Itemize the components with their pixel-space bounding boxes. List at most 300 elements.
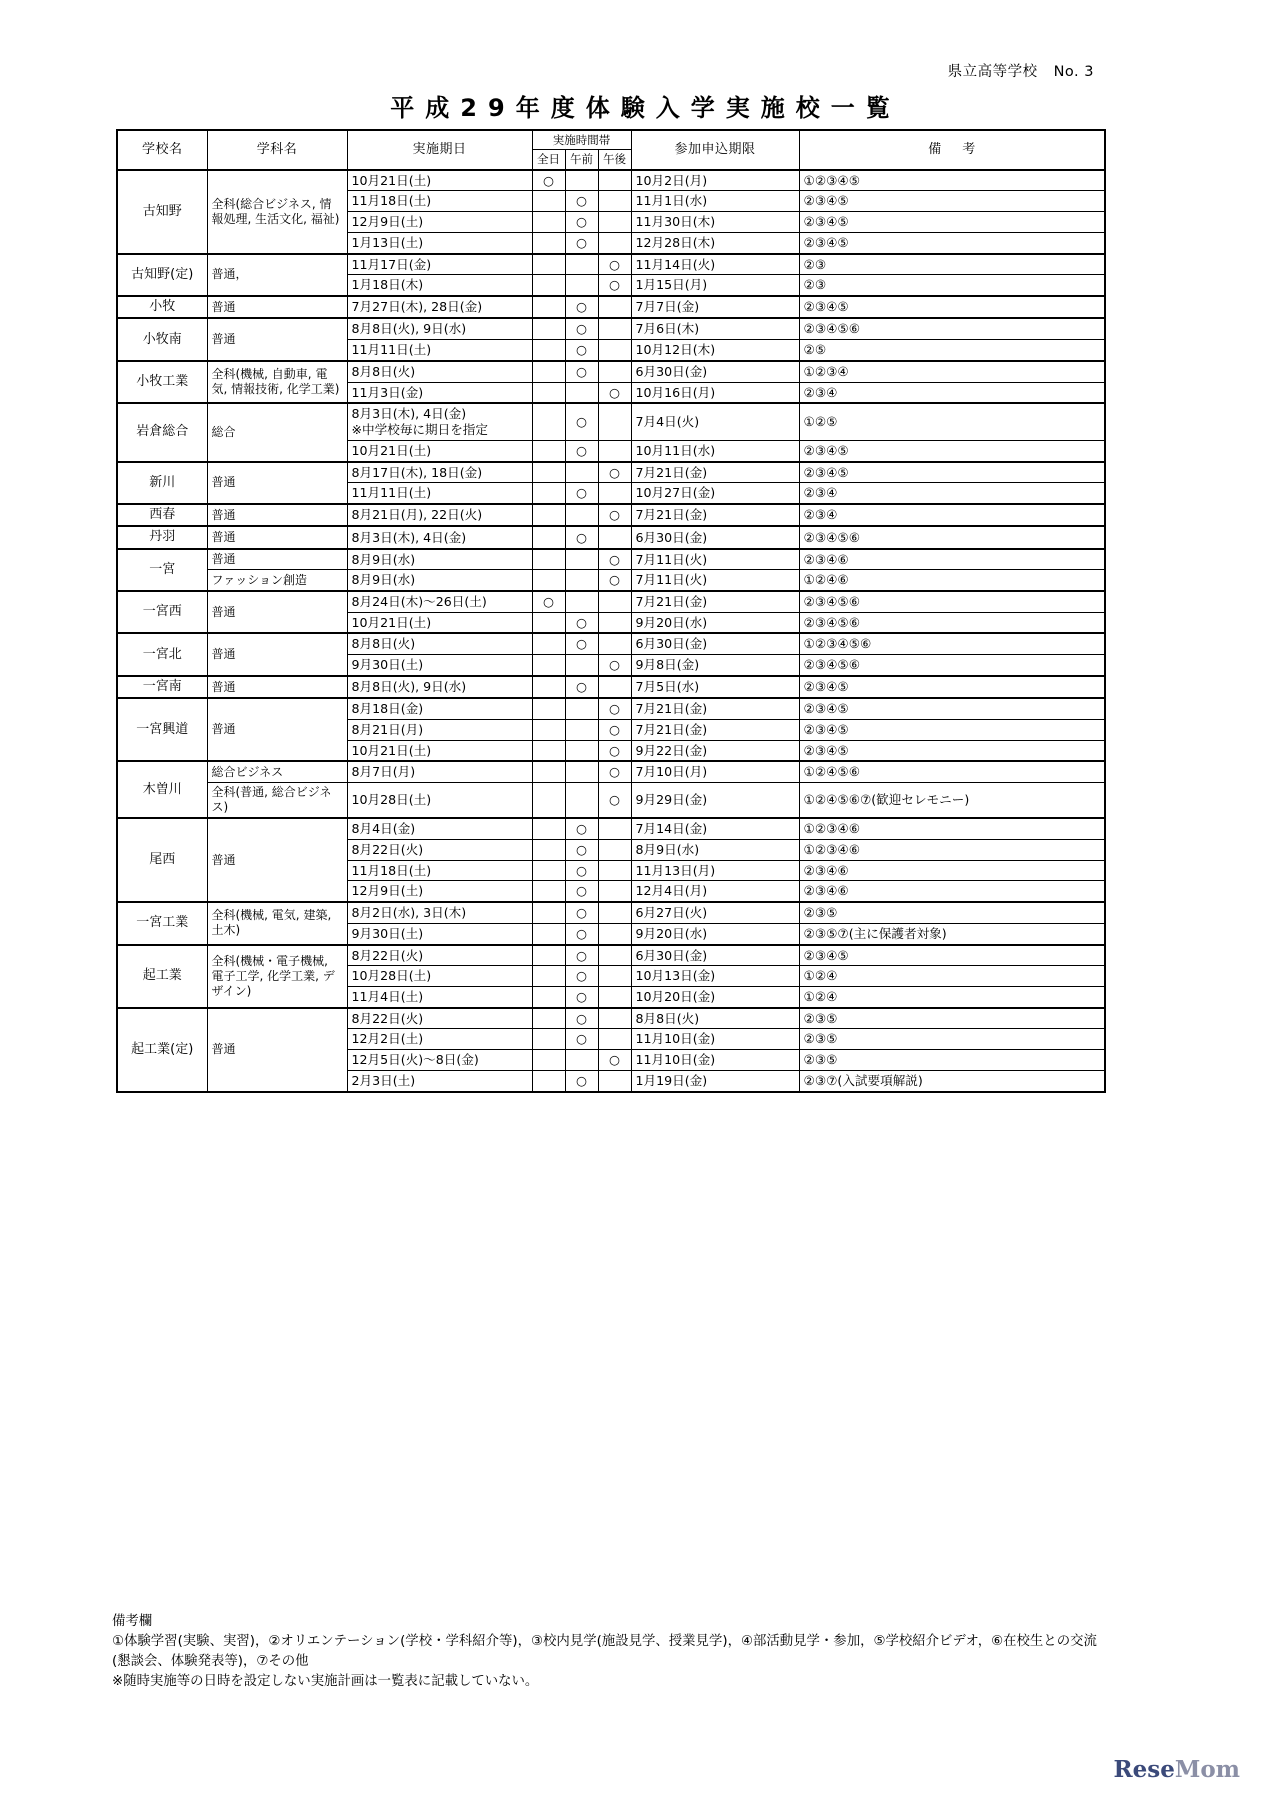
cell-morning-mark (565, 591, 598, 612)
cell-deadline: 11月14日(火) (631, 254, 799, 275)
cell-deadline: 7月21日(金) (631, 591, 799, 612)
cell-allday-mark (532, 212, 565, 233)
cell-school: 古知野(定) (117, 254, 207, 296)
watermark-prefix: Rese (1113, 1756, 1175, 1783)
cell-afternoon-mark (598, 361, 631, 382)
dates-text: 12月9日(土) (351, 883, 424, 899)
cell-dates (347, 1070, 532, 1091)
column-header-morning: 午前 (565, 150, 598, 170)
cell-dates (347, 526, 532, 548)
cell-afternoon-mark (598, 839, 631, 860)
cell-dates (347, 1029, 532, 1050)
cell-deadline: 12月28日(木) (631, 232, 799, 253)
cell-allday-mark: ○ (532, 591, 565, 612)
cell-remarks: ②③④⑤ (799, 212, 1105, 233)
cell-deadline: 10月27日(金) (631, 483, 799, 504)
cell-remarks: ②③④⑥ (799, 549, 1105, 570)
dates-note: ※中学校毎に期日を指定 (351, 422, 488, 438)
table-row (117, 170, 1105, 191)
cell-deadline: 6月30日(金) (631, 526, 799, 548)
dates-text: 8月8日(火), 9日(水) (351, 321, 467, 337)
cell-remarks: ①②④ (799, 986, 1105, 1007)
cell-deadline: 11月10日(金) (631, 1050, 799, 1071)
cell-allday-mark (532, 633, 565, 654)
cell-allday-mark (532, 839, 565, 860)
cell-deadline: 6月30日(金) (631, 945, 799, 966)
cell-remarks: ②③④⑤ (799, 296, 1105, 318)
cell-dates (347, 191, 532, 212)
cell-deadline: 7月7日(金) (631, 296, 799, 318)
column-header-afternoon: 午後 (598, 150, 631, 170)
document-category: 県立高等学校 (947, 64, 1038, 80)
dates-text: 12月9日(土) (351, 214, 424, 230)
cell-morning-mark (565, 740, 598, 761)
cell-remarks: ②③④⑤ (799, 462, 1105, 483)
dates-text: 7月27日(木), 28日(金) (351, 299, 483, 315)
legend-note: ※随時実施等の日時を設定しない実施計画は一覧表に記載していない。 (112, 1674, 539, 1690)
cell-school: 小牧南 (117, 318, 207, 360)
cell-dates (347, 549, 532, 570)
dates-text: 11月11日(土) (351, 342, 432, 358)
cell-allday-mark: ○ (532, 170, 565, 191)
column-header-timeband: 実施時間帯 (532, 130, 631, 150)
cell-morning-mark (565, 655, 598, 676)
cell-remarks: ②③④⑤⑥ (799, 591, 1105, 612)
cell-allday-mark (532, 403, 565, 440)
cell-course: 総合 (207, 403, 347, 461)
cell-school: 木曽川 (117, 761, 207, 818)
resemom-watermark (1114, 1756, 1240, 1783)
cell-deadline: 6月30日(金) (631, 633, 799, 654)
cell-dates (347, 570, 532, 591)
cell-course: ファッション創造 (207, 570, 347, 591)
cell-afternoon-mark (598, 1029, 631, 1050)
cell-allday-mark (532, 549, 565, 570)
cell-morning-mark: ○ (565, 676, 598, 698)
table-row (117, 549, 1105, 570)
cell-allday-mark (532, 818, 565, 839)
cell-remarks: ②③④ (799, 382, 1105, 403)
cell-deadline: 11月1日(水) (631, 191, 799, 212)
cell-deadline: 10月20日(金) (631, 986, 799, 1007)
cell-school: 小牧工業 (117, 361, 207, 403)
cell-afternoon-mark: ○ (598, 254, 631, 275)
cell-afternoon-mark (598, 902, 631, 923)
cell-dates (347, 839, 532, 860)
cell-deadline: 7月21日(金) (631, 719, 799, 740)
cell-dates (347, 902, 532, 923)
cell-morning-mark (565, 761, 598, 782)
cell-deadline: 10月13日(金) (631, 966, 799, 987)
cell-remarks: ②③④⑤ (799, 740, 1105, 761)
dates-text: 8月7日(月) (351, 764, 416, 780)
cell-course: 普通 (207, 504, 347, 526)
dates-text: 8月22日(火) (351, 1010, 424, 1026)
cell-school: 古知野 (117, 170, 207, 254)
table-row (117, 318, 1105, 339)
table-row (117, 902, 1105, 923)
cell-remarks: ②③ (799, 254, 1105, 275)
cell-afternoon-mark (598, 526, 631, 548)
dates-text: 10月21日(土) (351, 614, 432, 630)
cell-remarks: ②③④⑤ (799, 232, 1105, 253)
cell-morning-mark: ○ (565, 440, 598, 461)
cell-allday-mark (532, 986, 565, 1007)
cell-allday-mark (532, 232, 565, 253)
schedule-table-wrapper (116, 129, 1104, 1093)
cell-deadline: 9月22日(金) (631, 740, 799, 761)
cell-morning-mark: ○ (565, 839, 598, 860)
cell-remarks: ②③④⑤ (799, 191, 1105, 212)
cell-afternoon-mark: ○ (598, 740, 631, 761)
cell-deadline: 10月2日(月) (631, 170, 799, 191)
cell-remarks: ②③④⑤ (799, 945, 1105, 966)
cell-course: 普通 (207, 676, 347, 698)
cell-afternoon-mark (598, 881, 631, 902)
cell-dates (347, 1008, 532, 1029)
cell-deadline: 7月4日(火) (631, 403, 799, 440)
cell-remarks: ②③④⑥ (799, 881, 1105, 902)
dates-text: 8月8日(火) (351, 636, 416, 652)
cell-afternoon-mark (598, 923, 631, 944)
cell-course: 普通 (207, 462, 347, 504)
cell-deadline: 8月8日(火) (631, 1008, 799, 1029)
dates-text: 11月18日(土) (351, 193, 432, 209)
cell-allday-mark (532, 1050, 565, 1071)
table-row (117, 633, 1105, 654)
cell-remarks: ②③④⑤ (799, 440, 1105, 461)
dates-text: 8月4日(金) (351, 821, 416, 837)
cell-morning-mark: ○ (565, 860, 598, 881)
cell-allday-mark (532, 740, 565, 761)
cell-remarks: ①②③④⑥ (799, 818, 1105, 839)
cell-morning-mark: ○ (565, 818, 598, 839)
cell-dates (347, 633, 532, 654)
cell-morning-mark: ○ (565, 340, 598, 361)
cell-morning-mark: ○ (565, 318, 598, 339)
cell-allday-mark (532, 462, 565, 483)
cell-deadline: 9月20日(水) (631, 612, 799, 633)
cell-afternoon-mark (598, 633, 631, 654)
cell-dates (347, 676, 532, 698)
table-row (117, 403, 1105, 440)
cell-morning-mark (565, 549, 598, 570)
dates-text: 8月2日(水), 3日(木) (351, 905, 467, 921)
cell-morning-mark (565, 570, 598, 591)
cell-school: 一宮南 (117, 676, 207, 698)
cell-deadline: 6月27日(火) (631, 902, 799, 923)
cell-course: 全科(総合ビジネス, 情報処理, 生活文化, 福祉) (207, 170, 347, 254)
column-header-school: 学校名 (117, 130, 207, 170)
dates-text: 8月8日(火), 9日(水) (351, 679, 467, 695)
cell-allday-mark (532, 526, 565, 548)
cell-dates (347, 440, 532, 461)
table-row (117, 783, 1105, 819)
cell-morning-mark (565, 275, 598, 296)
cell-deadline: 7月11日(火) (631, 549, 799, 570)
cell-morning-mark (565, 254, 598, 275)
cell-dates (347, 860, 532, 881)
cell-dates (347, 483, 532, 504)
column-header-remarks: 備 考 (799, 130, 1105, 170)
cell-deadline: 7月21日(金) (631, 698, 799, 719)
cell-deadline: 7月21日(金) (631, 462, 799, 483)
cell-deadline: 9月20日(水) (631, 923, 799, 944)
column-header-allday: 全日 (532, 150, 565, 170)
cell-morning-mark (565, 462, 598, 483)
cell-remarks: ②③⑤ (799, 1008, 1105, 1029)
dates-text: 8月3日(木), 4日(金) (351, 529, 467, 545)
cell-allday-mark (532, 318, 565, 339)
table-body (117, 170, 1105, 1092)
cell-deadline: 7月5日(水) (631, 676, 799, 698)
cell-dates (347, 232, 532, 253)
cell-allday-mark (532, 570, 565, 591)
cell-afternoon-mark: ○ (598, 719, 631, 740)
cell-course: 普通 (207, 1008, 347, 1092)
cell-afternoon-mark: ○ (598, 783, 631, 819)
cell-dates (347, 504, 532, 526)
cell-course: 普通 (207, 526, 347, 548)
table-row (117, 361, 1105, 382)
cell-remarks: ①②④⑥ (799, 570, 1105, 591)
cell-dates (347, 361, 532, 382)
cell-remarks: ②③④⑤ (799, 698, 1105, 719)
legend-body: ①体験学習(実験、実習)，②オリエンテーション(学校・学科紹介等)，③校内見学(施設見学、授業見学)，④部活動見学・参加，⑤学校紹介ビデオ，⑥在校生との交流(懇談会、体験発表等)，⑦その他 (112, 1634, 1097, 1670)
cell-allday-mark (532, 1008, 565, 1029)
cell-dates (347, 403, 532, 440)
cell-deadline: 11月30日(木) (631, 212, 799, 233)
table-row (117, 676, 1105, 698)
cell-dates (347, 340, 532, 361)
cell-allday-mark (532, 440, 565, 461)
cell-allday-mark (532, 945, 565, 966)
cell-school: 西春 (117, 504, 207, 526)
cell-course: 全科(機械, 電気, 建築, 土木) (207, 902, 347, 944)
cell-remarks: ②③⑦(入試要項解説) (799, 1070, 1105, 1091)
cell-afternoon-mark (598, 403, 631, 440)
cell-deadline: 10月16日(月) (631, 382, 799, 403)
cell-allday-mark (532, 296, 565, 318)
cell-allday-mark (532, 860, 565, 881)
table-row (117, 570, 1105, 591)
cell-remarks: ②③⑤ (799, 1050, 1105, 1071)
cell-dates (347, 740, 532, 761)
cell-course: 全科(普通, 総合ビジネス) (207, 783, 347, 819)
table-row (117, 591, 1105, 612)
legend-title: 備考欄 (112, 1614, 153, 1629)
cell-dates (347, 612, 532, 633)
cell-dates (347, 881, 532, 902)
dates-text: 9月30日(土) (351, 925, 424, 941)
cell-morning-mark: ○ (565, 945, 598, 966)
table-row (117, 945, 1105, 966)
cell-school: 尾西 (117, 818, 207, 902)
cell-dates (347, 318, 532, 339)
cell-dates (347, 923, 532, 944)
cell-deadline: 11月13日(月) (631, 860, 799, 881)
schedule-table (116, 129, 1106, 1093)
cell-allday-mark (532, 902, 565, 923)
cell-allday-mark (532, 719, 565, 740)
cell-afternoon-mark (598, 1008, 631, 1029)
cell-dates (347, 698, 532, 719)
cell-deadline: 9月8日(金) (631, 655, 799, 676)
cell-afternoon-mark (598, 340, 631, 361)
cell-deadline: 7月6日(木) (631, 318, 799, 339)
cell-allday-mark (532, 923, 565, 944)
dates-text: 9月30日(土) (351, 657, 424, 673)
cell-allday-mark (532, 361, 565, 382)
cell-remarks: ②③⑤⑦(主に保護者対象) (799, 923, 1105, 944)
cell-morning-mark (565, 719, 598, 740)
cell-morning-mark (565, 783, 598, 819)
cell-afternoon-mark (598, 440, 631, 461)
cell-school: 一宮工業 (117, 902, 207, 944)
dates-text: 10月21日(土) (351, 742, 432, 758)
cell-dates (347, 462, 532, 483)
cell-dates (347, 655, 532, 676)
cell-dates (347, 275, 532, 296)
cell-deadline: 10月11日(水) (631, 440, 799, 461)
cell-morning-mark: ○ (565, 966, 598, 987)
cell-morning-mark: ○ (565, 212, 598, 233)
cell-morning-mark: ○ (565, 296, 598, 318)
cell-allday-mark (532, 676, 565, 698)
cell-allday-mark (532, 698, 565, 719)
cell-afternoon-mark: ○ (598, 382, 631, 403)
cell-course: 全科(機械・電子機械, 電子工学, 化学工業, デザイン) (207, 945, 347, 1008)
cell-morning-mark (565, 1050, 598, 1071)
table-row (117, 526, 1105, 548)
cell-afternoon-mark (598, 483, 631, 504)
cell-afternoon-mark (598, 318, 631, 339)
cell-deadline: 6月30日(金) (631, 361, 799, 382)
cell-afternoon-mark: ○ (598, 504, 631, 526)
cell-morning-mark: ○ (565, 403, 598, 440)
cell-remarks: ②③④⑤⑥ (799, 526, 1105, 548)
cell-school: 一宮北 (117, 633, 207, 675)
cell-remarks: ①②④⑤⑥ (799, 761, 1105, 782)
cell-afternoon-mark (598, 818, 631, 839)
cell-afternoon-mark (598, 676, 631, 698)
watermark-suffix: Mom (1174, 1756, 1240, 1783)
cell-course: 普通 (207, 549, 347, 570)
dates-text: 8月24日(木)～26日(土) (351, 593, 487, 609)
cell-school: 一宮 (117, 549, 207, 591)
cell-course: 全科(機械, 自動車, 電気, 情報技術, 化学工業) (207, 361, 347, 403)
dates-text: 8月21日(月) (351, 721, 424, 737)
cell-afternoon-mark (598, 945, 631, 966)
dates-text: 11月17日(金) (351, 256, 432, 272)
cell-remarks: ②③④ (799, 483, 1105, 504)
cell-dates (347, 761, 532, 782)
cell-afternoon-mark (598, 296, 631, 318)
cell-allday-mark (532, 1029, 565, 1050)
cell-dates (347, 296, 532, 318)
column-header-dates: 実施期日 (347, 130, 532, 170)
dates-text: 8月17日(木), 18日(金) (351, 464, 483, 480)
cell-allday-mark (532, 612, 565, 633)
cell-allday-mark (532, 340, 565, 361)
cell-remarks: ①②④⑤⑥⑦(歓迎セレモニー) (799, 783, 1105, 819)
cell-remarks: ②③⑤ (799, 902, 1105, 923)
cell-allday-mark (532, 1070, 565, 1091)
cell-school: 一宮西 (117, 591, 207, 633)
cell-course: 普通 (207, 591, 347, 633)
cell-morning-mark: ○ (565, 1029, 598, 1050)
cell-deadline: 7月14日(金) (631, 818, 799, 839)
cell-dates (347, 986, 532, 1007)
cell-dates (347, 254, 532, 275)
cell-allday-mark (532, 254, 565, 275)
dates-text: 1月18日(木) (351, 277, 424, 293)
cell-afternoon-mark (598, 1070, 631, 1091)
table-header (117, 130, 1105, 170)
cell-school: 起工業(定) (117, 1008, 207, 1092)
column-header-deadline: 参加申込期限 (631, 130, 799, 170)
cell-morning-mark: ○ (565, 881, 598, 902)
dates-text: 12月2日(土) (351, 1031, 424, 1047)
table-row (117, 296, 1105, 318)
table-row (117, 254, 1105, 275)
cell-deadline: 12月4日(月) (631, 881, 799, 902)
dates-text: 8月22日(火) (351, 947, 424, 963)
legend-block (112, 1612, 1112, 1692)
cell-deadline: 11月10日(金) (631, 1029, 799, 1050)
cell-deadline: 9月29日(金) (631, 783, 799, 819)
dates-text: 11月11日(土) (351, 485, 432, 501)
table-row (117, 818, 1105, 839)
dates-text: 12月5日(火)～8日(金) (351, 1052, 479, 1068)
dates-text: 1月13日(土) (351, 234, 424, 250)
cell-deadline: 8月9日(水) (631, 839, 799, 860)
cell-dates (347, 945, 532, 966)
cell-school: 小牧 (117, 296, 207, 318)
cell-dates (347, 719, 532, 740)
cell-allday-mark (532, 504, 565, 526)
dates-text: 8月8日(火) (351, 363, 416, 379)
cell-morning-mark: ○ (565, 633, 598, 654)
cell-remarks: ①②③④⑥ (799, 839, 1105, 860)
cell-deadline: 10月12日(木) (631, 340, 799, 361)
dates-text: 8月3日(木), 4日(金) (351, 406, 467, 422)
dates-text: 11月3日(金) (351, 384, 424, 400)
table-row (117, 698, 1105, 719)
table-row (117, 1008, 1105, 1029)
cell-dates (347, 382, 532, 403)
cell-course: 総合ビジネス (207, 761, 347, 782)
cell-morning-mark: ○ (565, 232, 598, 253)
cell-remarks: ①②③④⑤⑥ (799, 633, 1105, 654)
cell-afternoon-mark: ○ (598, 275, 631, 296)
cell-morning-mark (565, 170, 598, 191)
cell-school: 丹羽 (117, 526, 207, 548)
table-row (117, 761, 1105, 782)
cell-allday-mark (532, 761, 565, 782)
cell-remarks: ①②③④⑤ (799, 170, 1105, 191)
cell-afternoon-mark (598, 986, 631, 1007)
cell-afternoon-mark: ○ (598, 462, 631, 483)
cell-deadline: 7月10日(月) (631, 761, 799, 782)
cell-afternoon-mark (598, 612, 631, 633)
cell-allday-mark (532, 382, 565, 403)
dates-text: 8月9日(水) (351, 551, 416, 567)
cell-afternoon-mark (598, 170, 631, 191)
dates-text: 8月22日(火) (351, 841, 424, 857)
cell-allday-mark (532, 881, 565, 902)
cell-afternoon-mark (598, 591, 631, 612)
